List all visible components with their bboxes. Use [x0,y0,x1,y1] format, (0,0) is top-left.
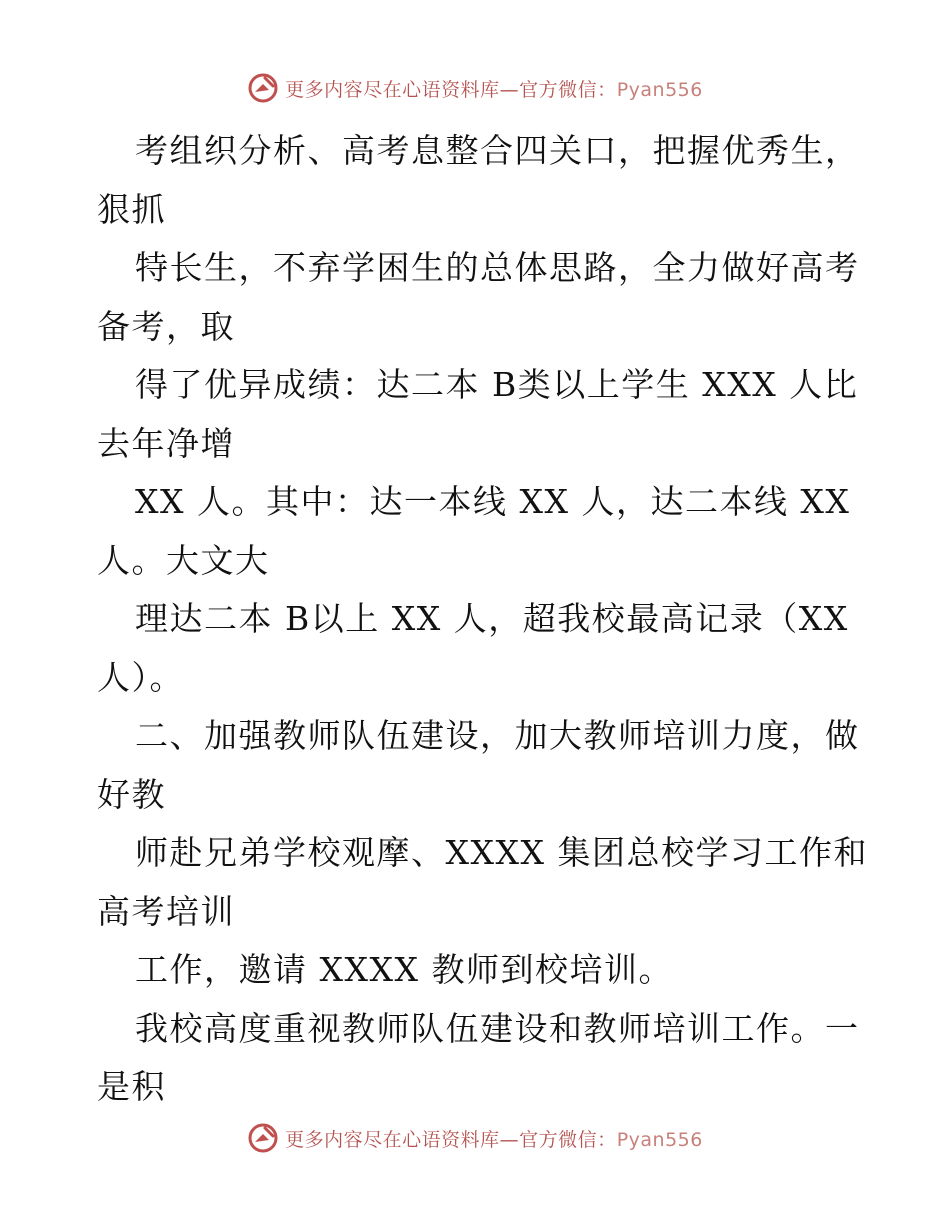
footer-banner [0,1122,950,1154]
document-body [97,122,868,1117]
text-line: 二、加强教师队伍建设，加大教师培训力度，做 [135,716,860,755]
text-line: 好教 [97,774,166,814]
footer-banner-title: 更多内容尽在心语资料库 [285,1128,500,1151]
footer-banner-separator: — [499,1128,520,1151]
text-line: 是积 [97,1067,166,1106]
text-line: 高考培训 [97,891,235,931]
footer-banner-wechat-label: 官方微信： [519,1128,617,1151]
footer-banner-wechat-id: Pyan556 [616,1128,703,1151]
header-banner-title: 更多内容尽在心语资料库 [285,78,500,101]
text-line: 特长生，不弃学困生的总体思路，全力做好高考 [135,248,860,287]
book-quill-logo-icon [247,72,279,104]
text-line: 人。大文大 [97,540,270,580]
footer-banner-text [285,1125,703,1152]
text-line: XX 人。其中：达一本线 XX 人，达二本线 XX [135,482,851,521]
text-line: 去年净增 [97,423,235,463]
text-line: 师赴兄弟学校观摩、XXXX 集团总校学习工作和 [135,833,868,872]
header-banner-separator: — [499,78,520,101]
text-line: 狠抓 [97,189,166,229]
text-line: 备考，取 [97,306,235,346]
header-banner-wechat-id: Pyan556 [616,78,703,101]
text-line: 考组织分析、高考息整合四关口，把握优秀生， [135,131,860,170]
header-banner [0,72,950,104]
header-banner-text [285,75,703,102]
text-line: 人）。 [97,657,184,697]
header-banner-wechat-label: 官方微信： [519,78,617,101]
book-quill-logo-icon [247,1122,279,1154]
text-line: 工作，邀请 XXXX 教师到校培训。 [135,950,673,989]
text-line: 理达二本 B以上 XX 人，超我校最高记录（XX [135,599,849,638]
text-line: 我校高度重视教师队伍建设和教师培训工作。一 [135,1008,860,1048]
text-line: 得了优异成绩：达二本 B类以上学生 XXX 人比 [135,365,859,404]
